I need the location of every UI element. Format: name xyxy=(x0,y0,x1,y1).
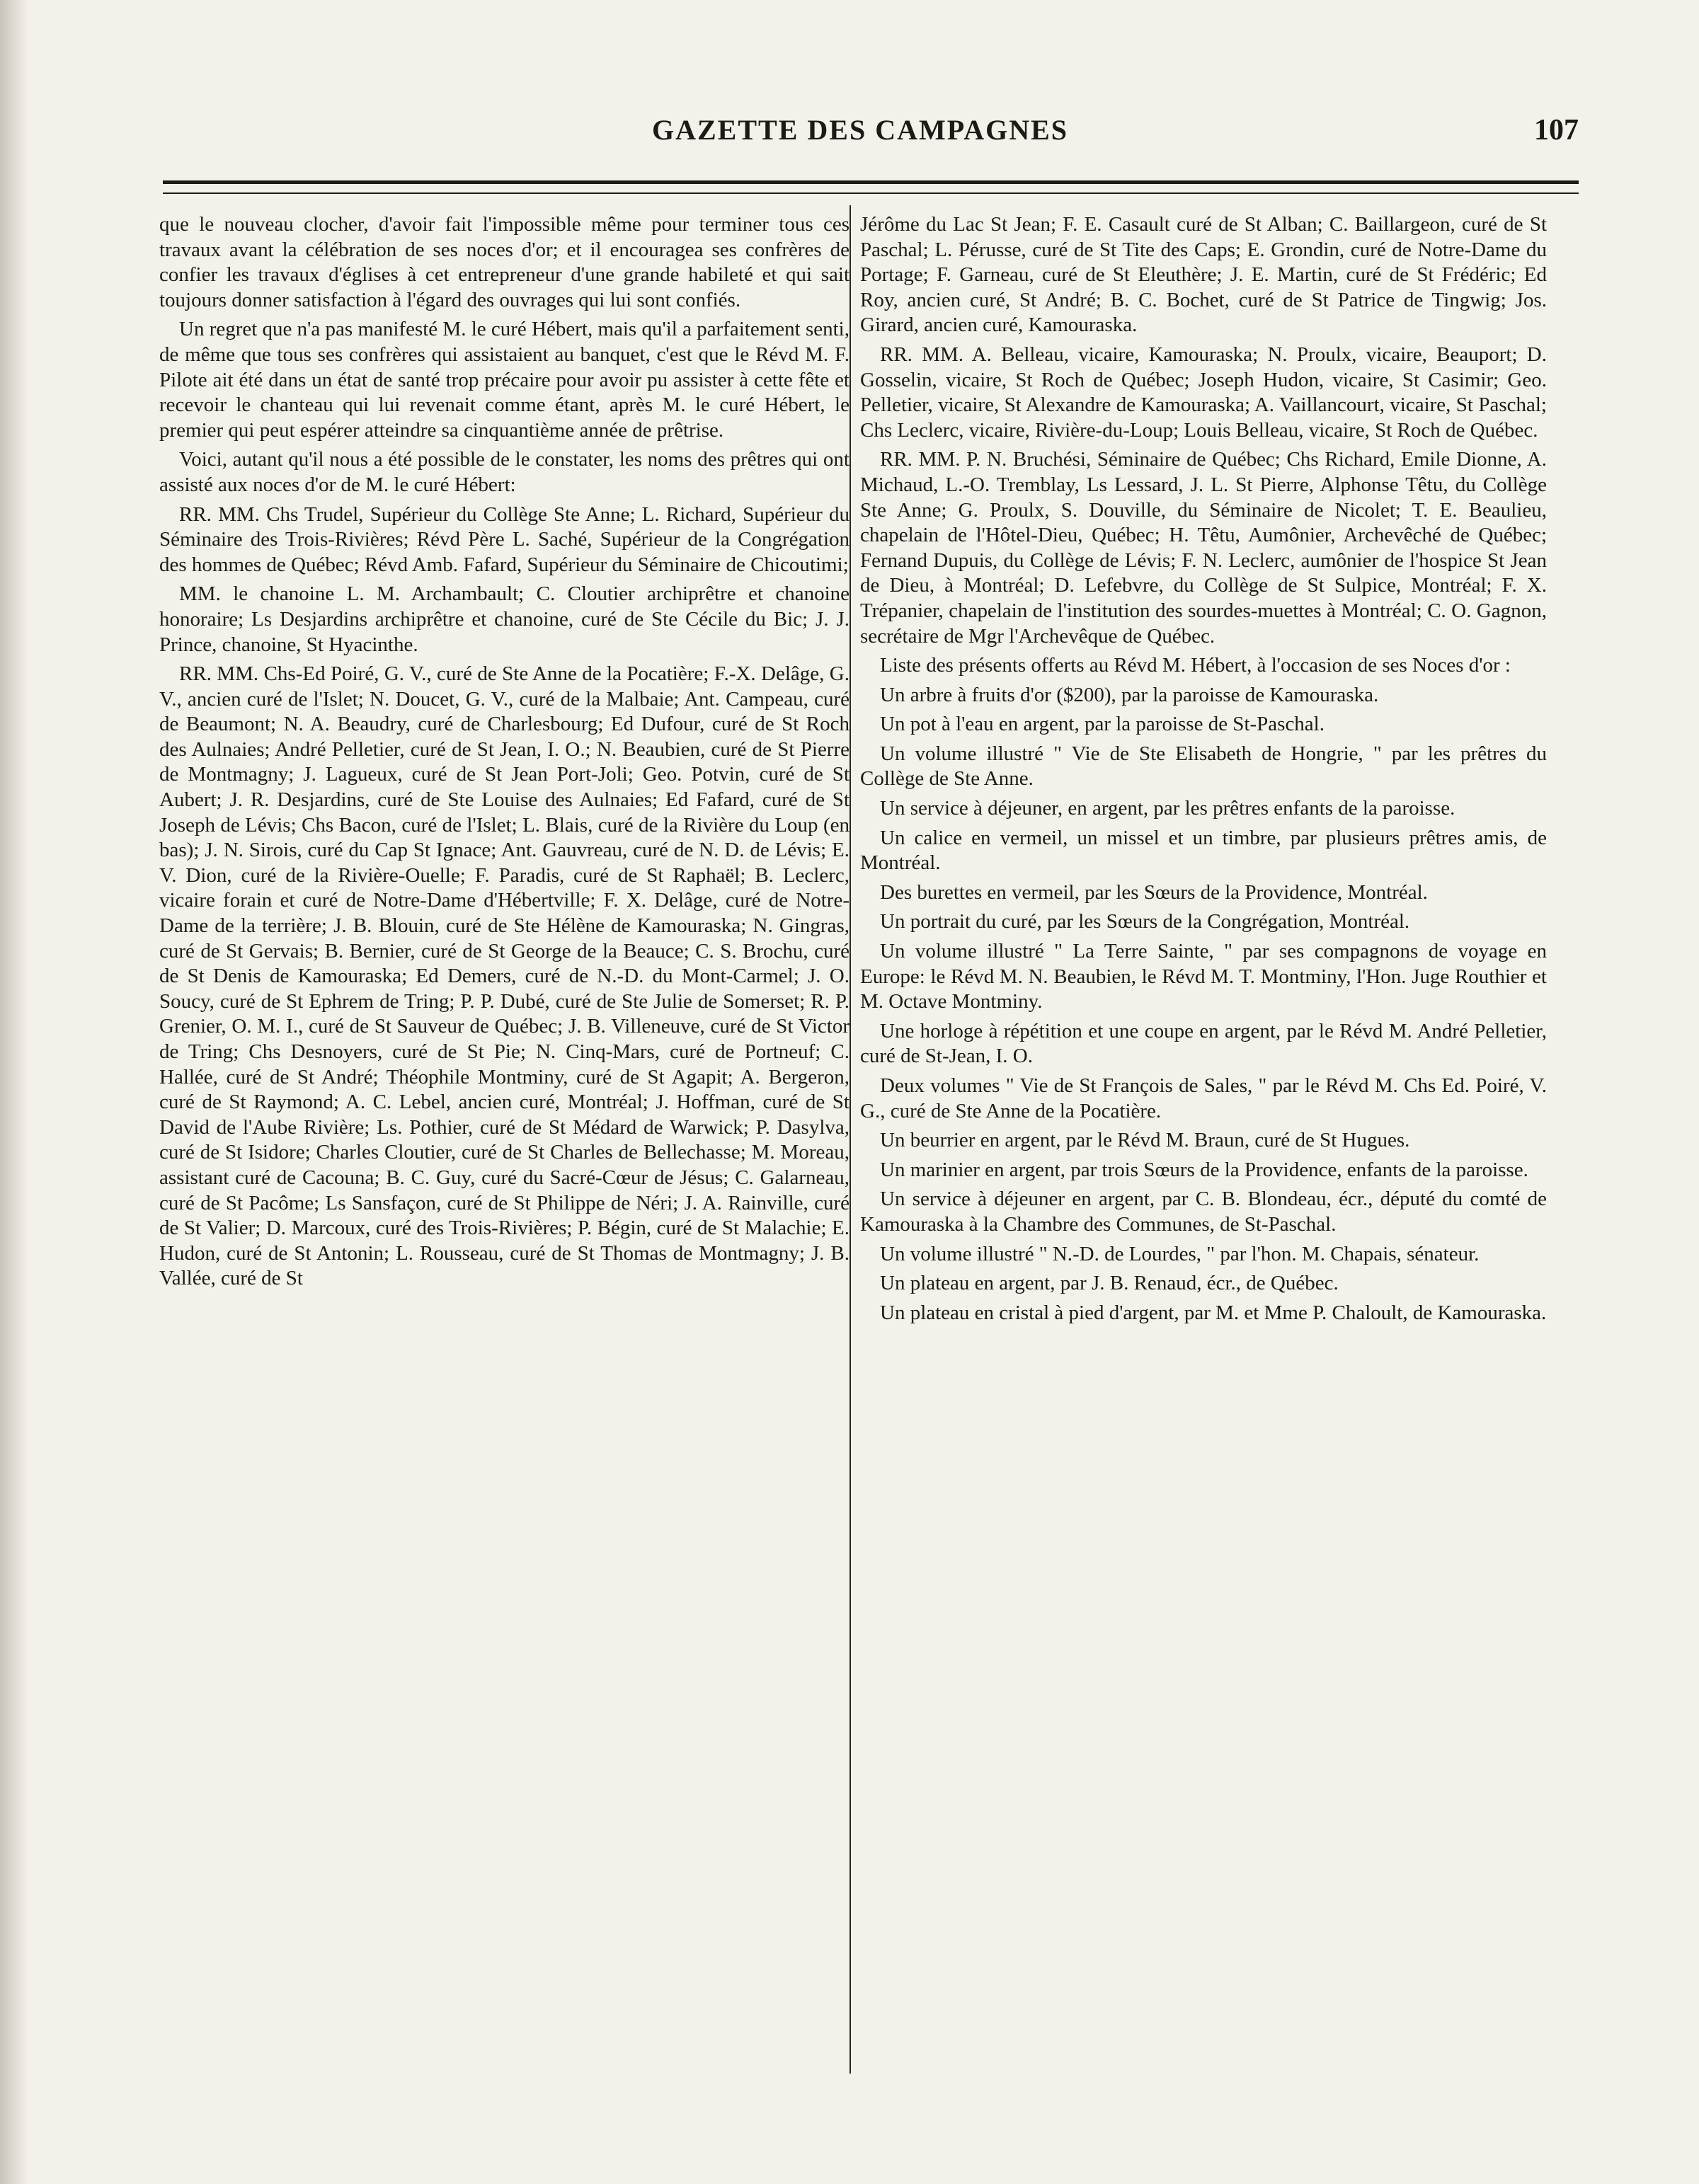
paragraph: Un arbre à fruits d'or ($200), par la paroisse de Kamouraska. xyxy=(880,683,1379,706)
paragraph: Un calice en vermeil, un missel et un timbre, par plusieurs prêtres amis, de Montréal. xyxy=(860,826,1547,875)
paragraph: Un portrait du curé, par les Sœurs de la Congrégation, Montréal. xyxy=(880,910,1410,933)
running-title: GAZETTE DES CAMPAGNES xyxy=(651,114,1068,146)
paragraph: Liste des présents offerts au Révd M. Hébert, à l'occasion de ses Noces d'or : xyxy=(880,654,1511,677)
paragraph: Une horloge à répétition et une coupe en argent, par le Révd M. André Pelletier, curé de St-Jean, I. O. xyxy=(860,1019,1547,1068)
header-rule xyxy=(163,180,1579,194)
left-column xyxy=(159,212,850,2081)
paragraph: Un service à déjeuner, en argent, par les prêtres enfants de la paroisse. xyxy=(880,797,1455,820)
right-column xyxy=(860,212,1547,2081)
paragraph: que le nouveau clocher, d'avoir fait l'impossible même pour terminer tous ces travaux avant la célébration de ses noces d'or; et il encouragea ses confrères de confier les travaux d'églises à cet entrepreneur d'une grande habileté et qui sait toujours donner satisfaction à l'égard des ouvrages qui lui sont confiés. xyxy=(159,213,850,311)
paragraph: RR. MM. Chs Trudel, Supérieur du Collège Ste Anne; L. Richard, Supérieur du Séminaire des Trois-Rivières; Révd Père L. Saché, Supérieur de la Congrégation des hommes de Québec; Révd Amb. Fafard, Supérieur du Séminaire de Chicoutimi; xyxy=(159,502,850,576)
page-header xyxy=(142,113,1579,156)
paragraph: Un service à déjeuner en argent, par C. B. Blondeau, écr., député du comté de Kamouraska à la Chambre des Communes, de St-Paschal. xyxy=(860,1188,1547,1236)
paragraph: Un plateau en argent, par J. B. Renaud, écr., de Québec. xyxy=(880,1272,1339,1295)
page-edge-shadow xyxy=(0,0,28,2184)
paragraph: Un volume illustré " N.-D. de Lourdes, " par l'hon. M. Chapais, sénateur. xyxy=(880,1242,1480,1265)
paragraph: RR. MM. A. Belleau, vicaire, Kamouraska; N. Proulx, vicaire, Beauport; D. Gosselin, vicaire, St Roch de Québec; Joseph Hudon, vicaire, St Casimir; Geo. Pelletier, vicaire, St Alexandre de Kamouraska; A. Vaillancourt, vicaire, St Paschal; Chs Leclerc, vicaire, Rivière-du-Loup; Louis Belleau, vicaire, St Roch de Québec. xyxy=(860,343,1547,442)
paragraph: Des burettes en vermeil, par les Sœurs de la Providence, Montréal. xyxy=(880,880,1428,904)
paragraph: RR. MM. Chs-Ed Poiré, G. V., curé de Ste Anne de la Pocatière; F.-X. Delâge, G. V., ancien curé de l'Islet; N. Doucet, G. V., curé de la Malbaie; Ant. Campeau, curé de Beaumont; N. A. Beaudry, curé de Charlesbourg; Ed Dufour, curé de St Roch des Aulnaies; André Pelletier, curé de St Jean, I. O.; N. Beaubien, curé de St Pierre de Montmagny; J. Lagueux, curé de St Jean Port-Joli; Geo. Potvin, curé de St Aubert; J. R. Desjardins, curé de Ste Louise des Aulnaies; Ed Fafard, curé de St Joseph de Lévis; Chs Bacon, curé de l'Islet; L. Blais, curé de la Rivière du Loup (en bas); J. N. Sirois, curé du Cap St Ignace; Ant. Gauvreau, curé de N. D. de Lévis; E. V. Dion, curé de la Rivière-Ouelle; F. Paradis, curé de St Raphaël; B. Leclerc, vicaire forain et curé de Notre-Dame d'Hébertville; F. X. Delâge, curé de Notre-Dame de la terrière; J. B. Blouin, curé de Ste Hélène de Kamouraska; N. Gingras, curé de St Gervais; B. Bernier, curé de St George de la Beauce; C. S. Brochu, curé de St Denis de Kamouraska; Ed Demers, curé de N.-D. du Mont-Carmel; J. O. Soucy, curé de St Ephrem de Tring; P. P. Dubé, curé de Ste Julie de Somerset; R. P. Grenier, O. M. I., curé de St Sauveur de Québec; J. B. Villeneuve, curé de St Victor de Tring; Chs Desnoyers, curé de St Pie; N. Cinq-Mars, curé de Portneuf; C. Hallée, curé de St André; Théophile Montminy, curé de St Agapit; A. Bergeron, curé de St Raymond; A. C. Lebel, ancien curé, Montréal; J. Hoffman, curé de St David de l'Aube Rivière; Ls. Pothier, curé de St Médard de Warwick; P. Dasylva, curé de St Isidore; Charles Cloutier, curé de St Charles de Bellechasse; M. Moreau, assistant curé de Cacouna; B. C. Guy, curé du Sacré-Cœur de Jésus; C. Galarneau, curé de St Pacôme; Ls Sansfaçon, curé de St Philippe de Néri; J. A. Rainville, curé de St Valier; D. Marcoux, curé des Trois-Rivières; P. Bégin, curé de St Malachie; E. Hudon, curé de St Antonin; L. Rousseau, curé de St Thomas de Montmagny; J. B. Vallée, curé de St xyxy=(159,662,850,1290)
paragraph: Un plateau en cristal à pied d'argent, par M. et Mme P. Chaloult, de Kamouraska. xyxy=(880,1301,1547,1324)
paragraph: Un volume illustré " Vie de Ste Elisabeth de Hongrie, " par les prêtres du Collège de Ste Anne. xyxy=(860,742,1547,791)
paragraph: Jérôme du Lac St Jean; F. E. Casault curé de St Alban; C. Baillargeon, curé de St Paschal; L. Pérusse, curé de St Tite des Caps; E. Grondin, curé de Notre-Dame du Portage; F. Garneau, curé de St Eleuthère; J. E. Martin, curé de St Frédéric; Ed Roy, ancien curé, St André; B. C. Bochet, curé de St Patrice de Tingwig; Jos. Girard, ancien curé, Kamouraska. xyxy=(860,213,1547,337)
paragraph: Deux volumes " Vie de St François de Sales, " par le Révd M. Chs Ed. Poiré, V. G., curé de Ste Anne de la Pocatière. xyxy=(860,1074,1547,1122)
paragraph: Un volume illustré " La Terre Sainte, " par ses compagnons de voyage en Europe: le Révd M. N. Beaubien, le Révd M. T. Montminy, l'Hon. Juge Routhier et M. Octave Montminy. xyxy=(860,940,1547,1013)
page-number: 107 xyxy=(1534,114,1579,146)
paragraph: Un regret que n'a pas manifesté M. le curé Hébert, mais qu'il a parfaitement senti, de même que tous ses confrères qui assistaient au banquet, c'est que le Révd M. F. Pilote ait été dans un état de santé trop précaire pour avoir pu assister à cette fête et recevoir le chanteau qui lui revenait comme étant, après M. le curé Hébert, le premier qui peut espérer atteindre sa cinquantième année de prêtrise. xyxy=(159,318,850,442)
column-divider xyxy=(850,205,851,2074)
paragraph: MM. le chanoine L. M. Archambault; C. Cloutier archiprêtre et chanoine honoraire; Ls Desjardins archiprêtre et chanoine, curé de Ste Cécile du Bic; J. J. Prince, chanoine, St Hyacinthe. xyxy=(159,582,850,656)
paragraph: RR. MM. P. N. Bruchési, Séminaire de Québec; Chs Richard, Emile Dionne, A. Michaud, L.-O. Tremblay, Ls Lessard, J. L. St Pierre, Alphonse Têtu, du Collège Ste Anne; G. Proulx, S. Douville, du Séminaire de Nicolet; T. E. Beaulieu, chapelain de l'Hôtel-Dieu, Québec; H. Têtu, Aumônier, Archevêché de Québec; Fernand Dupuis, du Collège de Lévis; F. N. Leclerc, aumônier de l'hospice St Jean de Dieu, à Montréal; D. Lefebvre, du Collège de St Sulpice, Montréal; F. X. Trépanier, chapelain de l'institution des sourdes-muettes à Montréal; C. O. Gagnon, secrétaire de Mgr l'Archevêque de Québec. xyxy=(860,448,1547,648)
paragraph: Un beurrier en argent, par le Révd M. Braun, curé de St Hugues. xyxy=(880,1129,1410,1152)
paragraph: Un marinier en argent, par trois Sœurs de la Providence, enfants de la paroisse. xyxy=(880,1158,1528,1181)
paragraph: Un pot à l'eau en argent, par la paroisse de St-Paschal. xyxy=(880,713,1325,736)
paragraph: Voici, autant qu'il nous a été possible de le constater, les noms des prêtres qui ont assisté aux noces d'or de M. le curé Hébert: xyxy=(159,448,850,496)
